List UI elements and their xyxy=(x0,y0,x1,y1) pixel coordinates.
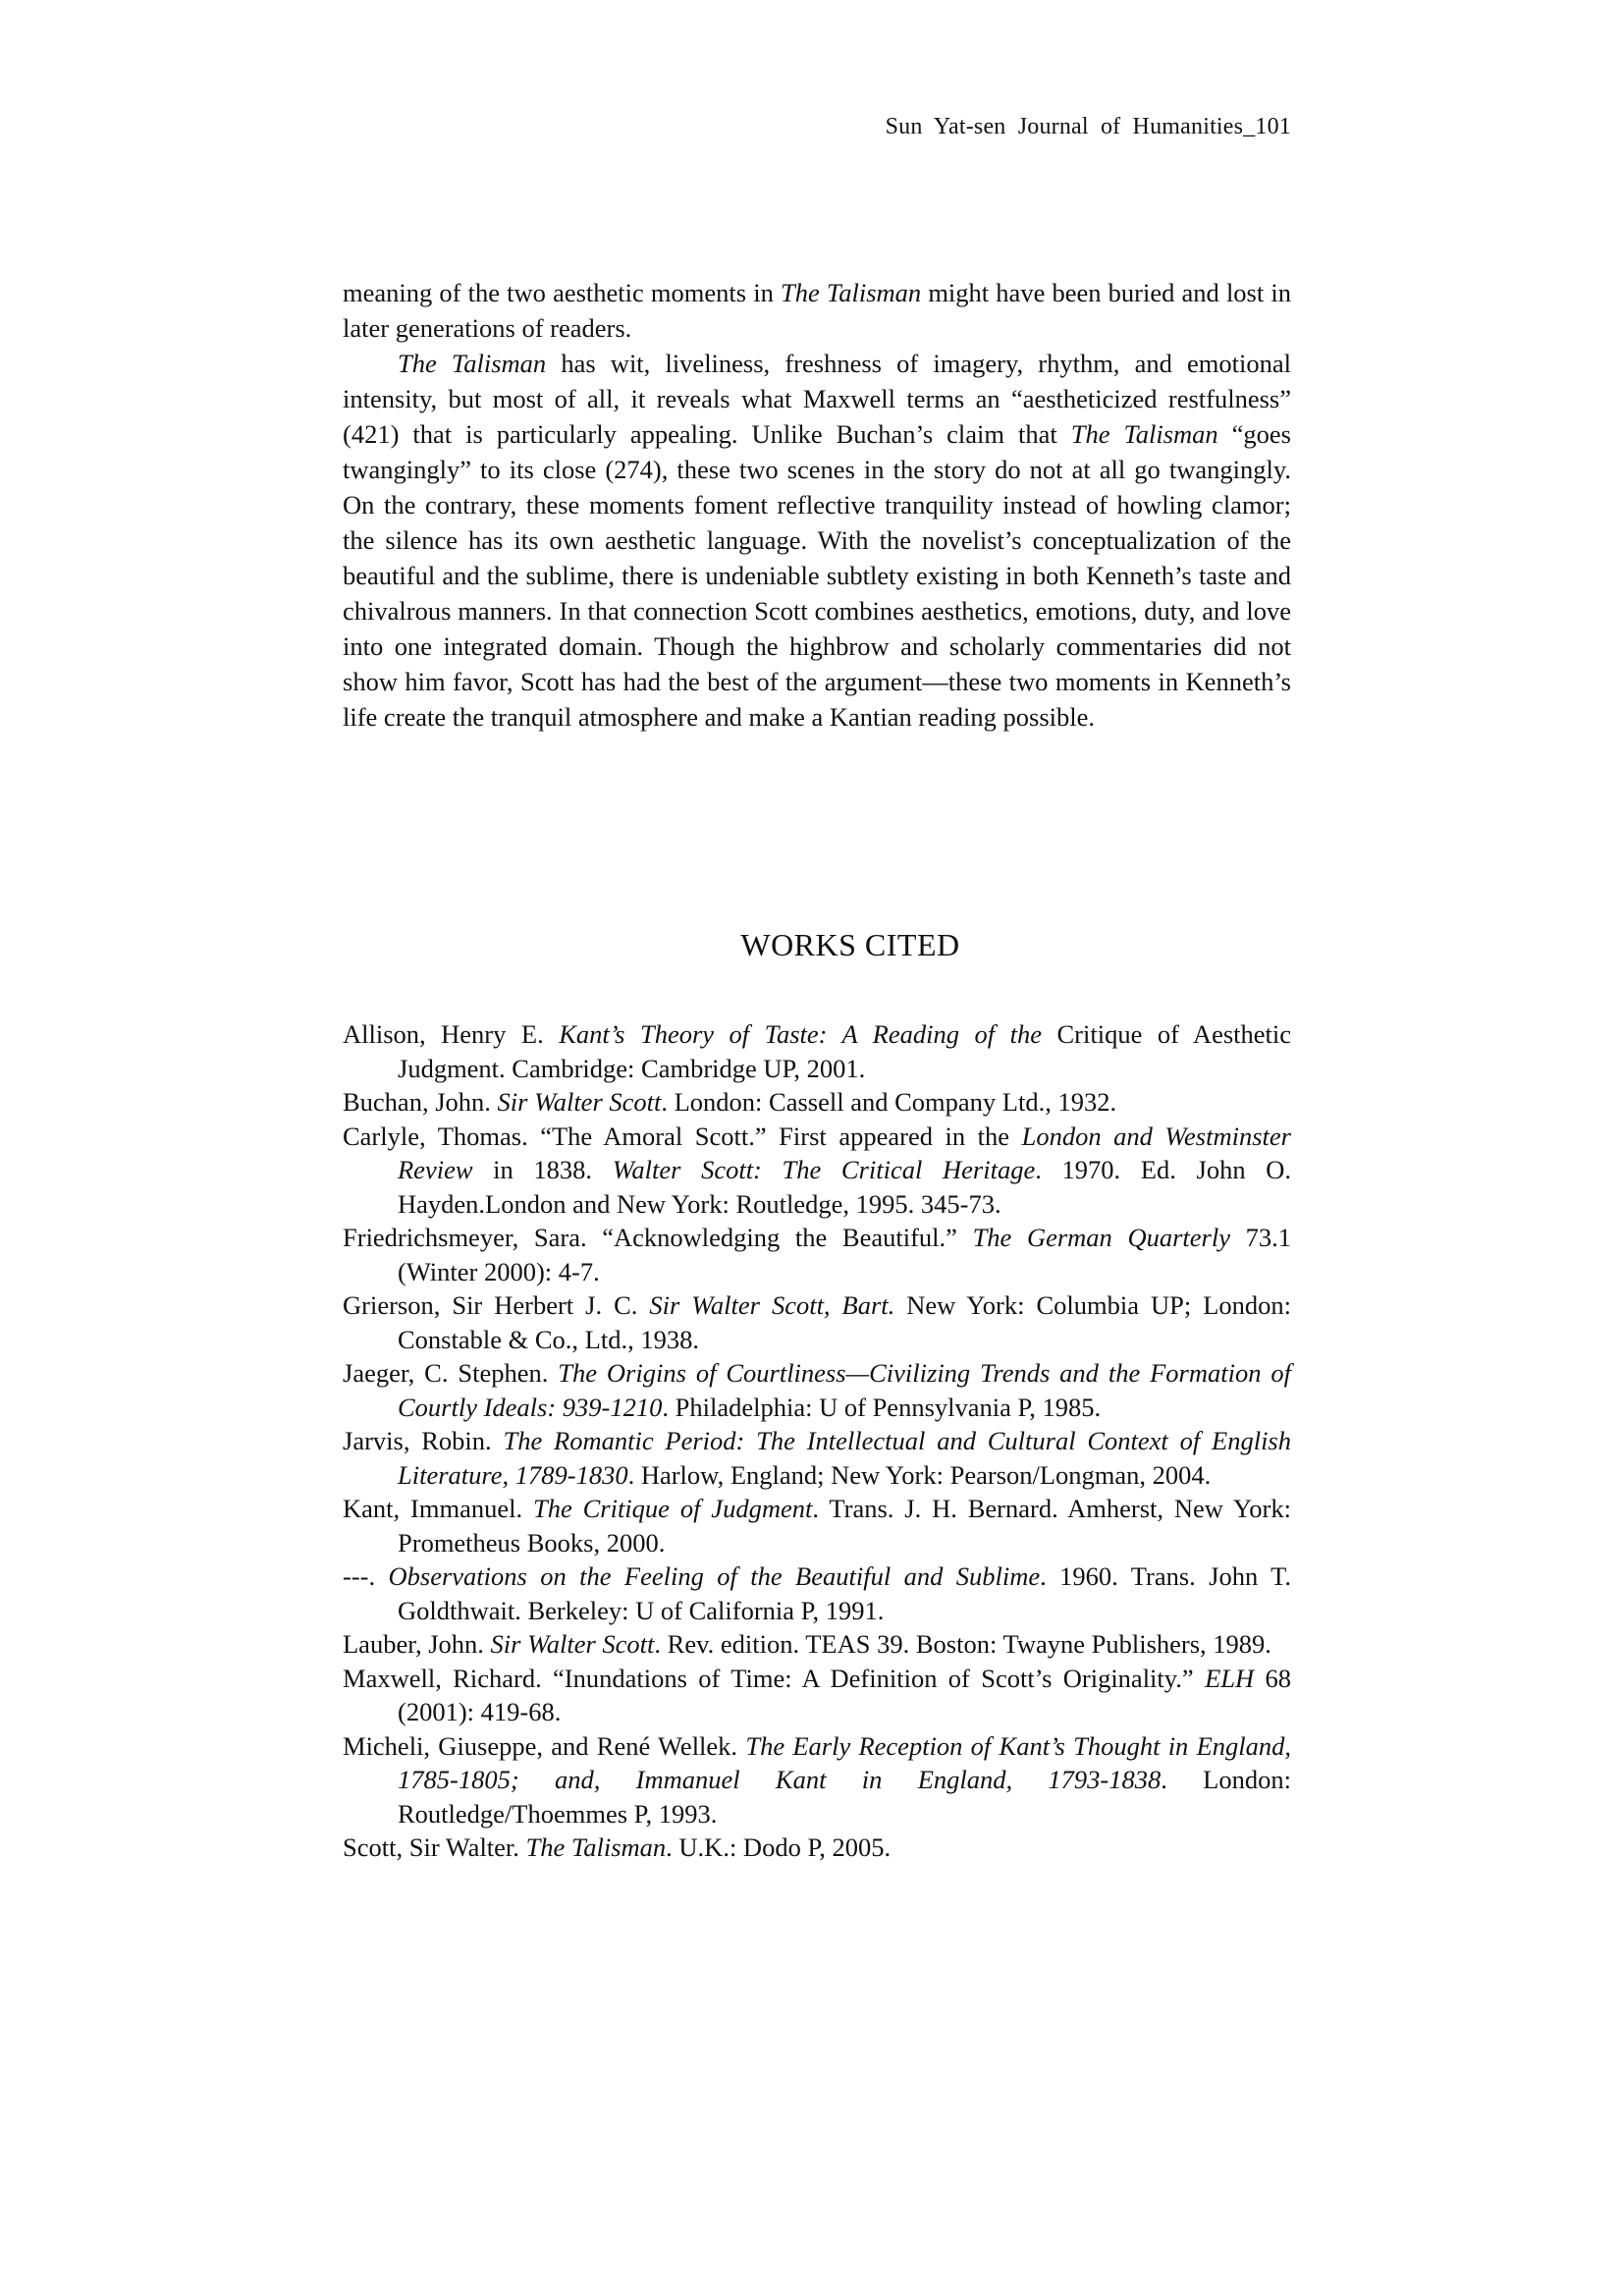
italic-title-text: Kant’s Theory of Taste: A Reading of the xyxy=(559,1019,1042,1049)
italic-title-text: London and Westminster Review xyxy=(398,1121,1291,1184)
works-cited-entry xyxy=(343,1288,1291,1356)
text-run: Grierson, Sir Herbert J. C. xyxy=(343,1290,650,1320)
italic-title-text: The Romantic Period: The Intellectual and Cultural Context of English Literature, 1789-1830 xyxy=(398,1426,1291,1490)
text-run: in 1838. xyxy=(472,1155,613,1184)
italic-title-text: Sir Walter Scott xyxy=(497,1087,662,1117)
works-cited-entry xyxy=(343,1017,1291,1085)
works-cited-list xyxy=(343,1017,1291,1865)
text-run: ---. xyxy=(343,1561,389,1591)
italic-title-text: ELH xyxy=(1205,1663,1255,1693)
text-run: Friedrichsmeyer, Sara. “Acknowledging the Beautiful.” xyxy=(343,1223,973,1252)
text-run: . Philadelphia: U of Pennsylvania P, 1985. xyxy=(662,1392,1102,1422)
text-run: “goes twangingly” to its close (274), these two scenes in the story do not at all go twangingly. On the contrary, these moments foment reflective tranquility instead of howling clamor; the silence has its own aesthetic language. With the novelist’s conceptualization of the beautiful and the sublime, there is undeniable subtlety existing in both Kenneth’s taste and chivalrous manners. In that connection Scott combines aesthetics, emotions, duty, and love into one integrated domain. Though the highbrow and scholarly commentaries did not show him favor, Scott has had the best of the argument—these two moments in Kenneth’s life create the tranquil atmosphere and make a Kantian reading possible. xyxy=(343,419,1292,732)
italic-title-text: The Critique of Judgment xyxy=(532,1494,813,1523)
works-cited-entry xyxy=(343,1559,1291,1627)
text-run: . 1970. Ed. John O. Hayden.London and New York: Routledge, 1995. 345-73. xyxy=(398,1155,1292,1219)
running-header: Sun Yat-sen Journal of Humanities_101 xyxy=(885,114,1291,139)
text-run: New York: Columbia UP; London: Constable & Co., Ltd., 1938. xyxy=(398,1290,1291,1354)
italic-title-text: The Talisman xyxy=(525,1832,667,1862)
works-cited-entry xyxy=(343,1120,1291,1222)
text-run: Jarvis, Robin. xyxy=(343,1426,504,1455)
italic-title-text: Walter Scott: The Critical Heritage xyxy=(612,1155,1036,1184)
text-run: Maxwell, Richard. “Inundations of Time: A Definition of Scott’s Originality.” xyxy=(343,1663,1206,1693)
works-cited-entry xyxy=(343,1662,1291,1729)
text-run: 73.1 (Winter 2000): 4-7. xyxy=(398,1223,1291,1286)
text-run: . Harlow, England; New York: Pearson/Longman, 2004. xyxy=(627,1459,1212,1490)
works-cited-heading: WORKS CITED xyxy=(740,927,960,962)
works-cited-entry xyxy=(343,1085,1291,1120)
paragraph-continued xyxy=(343,275,1291,346)
text-run: Critique of Aesthetic Judgment. Cambridge: Cambridge UP, 2001. xyxy=(398,1019,1292,1083)
italic-title-text: The Early Reception of Kant’s Thought in England, 1785-1805; and, Immanuel Kant in England, 1793-1838 xyxy=(398,1730,1291,1794)
text-run: meaning of the two aesthetic moments in xyxy=(343,278,782,307)
italic-title-text: Sir Walter Scott xyxy=(490,1629,655,1659)
text-run: Buchan, John. xyxy=(343,1087,498,1117)
text-run: . Trans. J. H. Bernard. Amherst, New York: Prometheus Books, 2000. xyxy=(398,1494,1291,1558)
text-run: . London: Routledge/Thoemmes P, 1993. xyxy=(398,1765,1291,1829)
text-run: . Rev. edition. TEAS 39. Boston: Twayne Publishers, 1989. xyxy=(654,1629,1271,1659)
works-cited-entry xyxy=(343,1729,1291,1831)
italic-title-text: Sir Walter Scott, Bart. xyxy=(649,1290,895,1320)
italic-title-text: The German Quarterly xyxy=(972,1223,1230,1252)
italic-title-text: The Talisman xyxy=(781,278,922,307)
text-run: . London: Cassell and Company Ltd., 1932. xyxy=(661,1087,1117,1117)
italic-title-text: The Origins of Courtliness—Civilizing Trends and the Formation of Courtly Ideals: 939-1210 xyxy=(398,1358,1291,1422)
text-run: Lauber, John. xyxy=(343,1629,491,1659)
italic-title-text: The Talisman xyxy=(1070,419,1218,449)
text-run: . 1960. Trans. John T. Goldthwait. Berkeley: U of California P, 1991. xyxy=(398,1561,1292,1625)
paragraph-talisman-analysis xyxy=(343,346,1291,735)
works-cited-entry xyxy=(343,1627,1291,1662)
italic-title-text: Observations on the Feeling of the Beautiful and Sublime xyxy=(388,1561,1041,1591)
works-cited-entry xyxy=(343,1831,1291,1865)
italic-title-text: The Talisman xyxy=(398,349,547,378)
text-run: Kant, Immanuel. xyxy=(343,1494,533,1523)
works-cited-entry xyxy=(343,1424,1291,1492)
text-run: . U.K.: Dodo P, 2005. xyxy=(666,1832,892,1862)
body-text xyxy=(343,275,1291,735)
works-cited-entry xyxy=(343,1492,1291,1559)
text-run: 68 (2001): 419-68. xyxy=(398,1663,1291,1726)
text-run: Jaeger, C. Stephen. xyxy=(343,1358,559,1388)
text-run: Scott, Sir Walter. xyxy=(343,1832,526,1862)
works-cited-entry xyxy=(343,1356,1291,1424)
text-run: Allison, Henry E. xyxy=(343,1019,560,1049)
text-run: Micheli, Giuseppe, and René Wellek. xyxy=(343,1730,746,1761)
text-run: has wit, liveliness, freshness of imagery, rhythm, and emotional intensity, but most of all, it reveals what Maxwell terms an “aestheticized restfulness” (421) that is particularly appealing. Unlike Buchan’s claim that xyxy=(343,349,1291,449)
text-run: might have been buried and lost in later generations of readers. xyxy=(343,278,1291,343)
text-run: Carlyle, Thomas. “The Amoral Scott.” First appeared in the xyxy=(343,1121,1022,1151)
works-cited-entry xyxy=(343,1221,1291,1288)
